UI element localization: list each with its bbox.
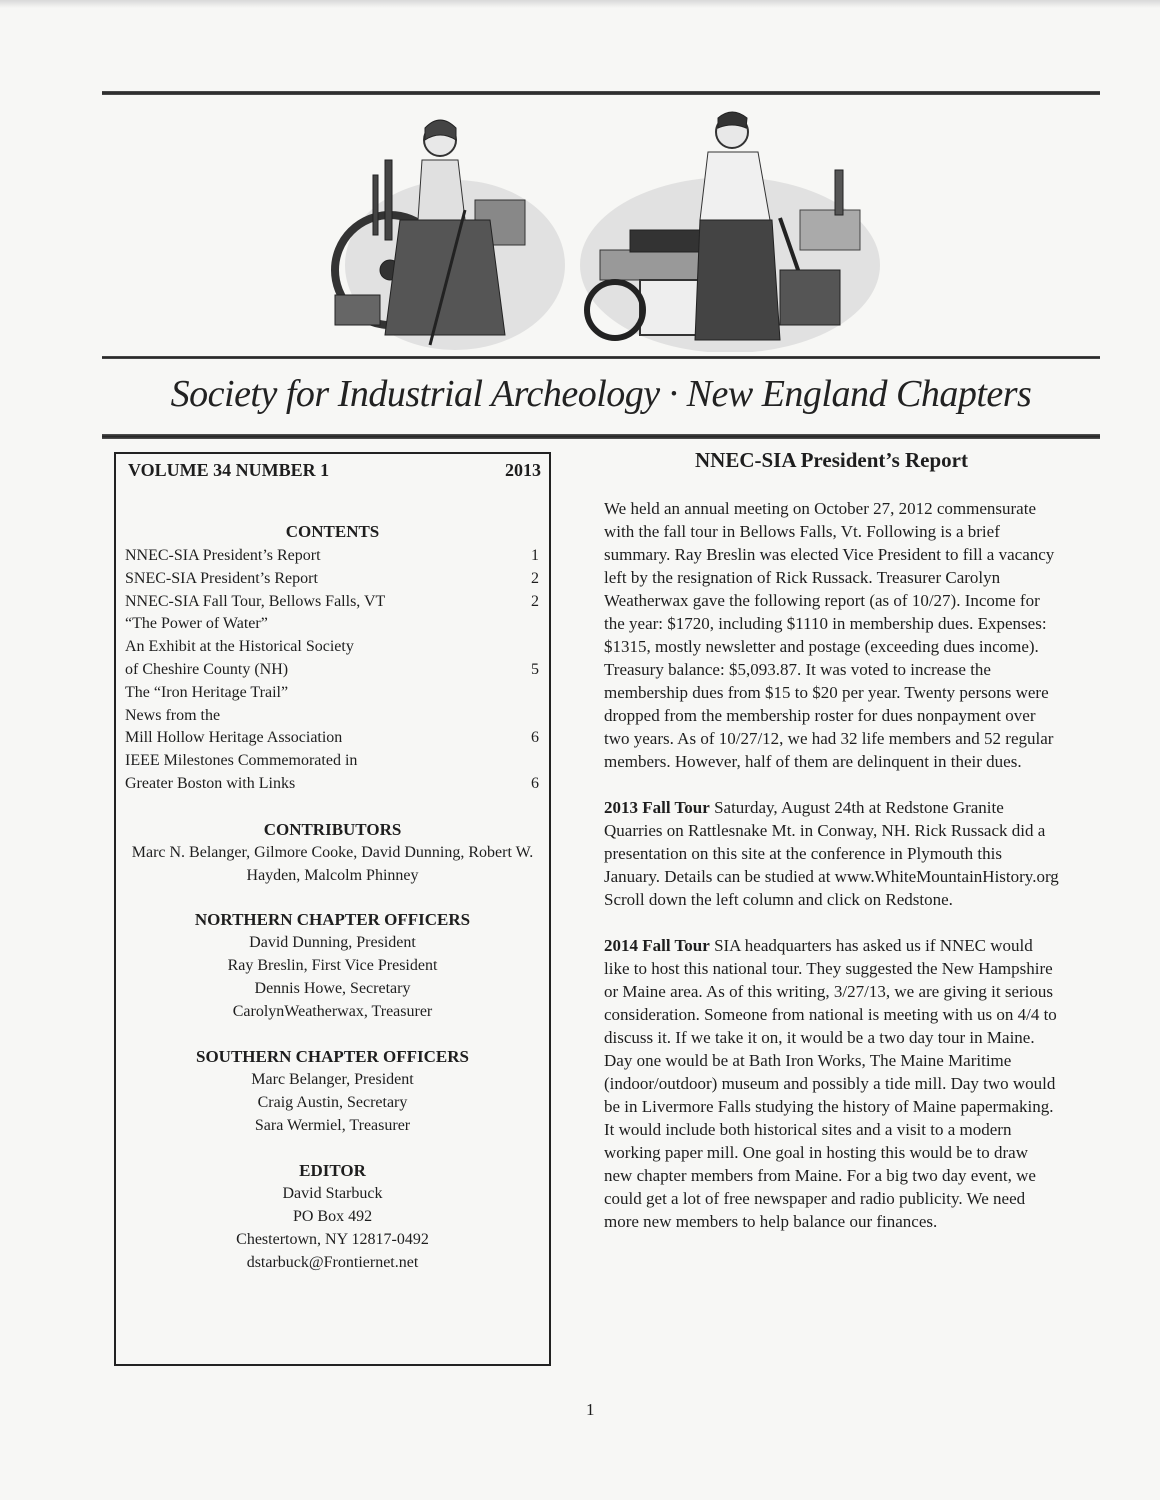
toc-page: 6 <box>531 774 539 792</box>
toc-title: An Exhibit at the Historical Society <box>125 638 354 656</box>
masthead-middle-rule <box>102 356 1100 359</box>
toc-item[interactable] <box>124 773 541 796</box>
toc-page: 2 <box>531 592 539 610</box>
officer-line: CarolynWeatherwax, Treasurer <box>232 1003 433 1020</box>
toc-item[interactable] <box>124 568 541 591</box>
officer-line: Ray Breslin, First Vice President <box>227 957 438 974</box>
contributors-line: Hayden, Malcolm Phinney <box>246 867 419 884</box>
toc-title: IEEE Milestones Commemorated in <box>125 752 358 770</box>
masthead-engraving-icon <box>330 100 890 352</box>
editor-city: Chestertown, NY 12817-0492 <box>236 1231 429 1248</box>
article-title: NNEC-SIA President’s Report <box>695 448 968 472</box>
toc-title: of Cheshire County (NH) <box>125 660 289 678</box>
toc-page: 5 <box>531 660 539 678</box>
toc-title: News from the <box>125 706 221 724</box>
masthead-top-rule <box>102 91 1100 95</box>
toc-item[interactable] <box>124 591 541 614</box>
sidebar-box <box>114 452 551 1366</box>
officer-line: Dennis Howe, Secretary <box>254 980 411 997</box>
officer-line: David Dunning, President <box>249 934 416 951</box>
editor-po-box: PO Box 492 <box>292 1208 373 1225</box>
toc-page: 6 <box>531 729 539 747</box>
article-paragraph <box>604 497 1059 773</box>
officer-line: Marc Belanger, President <box>251 1071 414 1088</box>
paragraph-text: We held an annual meeting on October 27, 2012 commensurate with the fall tour in Bellows Falls, Vt. Following is a brief summary. Ray Breslin was elected Vice President to fill a vacancy left by the resignation of Rick Russack. Treasurer Carolyn Weatherwax gave the following report (as of 10/27). Income for the year: $1720, including $1110 in membership dues. Expenses: $1315, mostly newsletter and postage (exceeding dues income). Treasury balance: $5,093.87. It was voted to increase the membership dues from $15 to $20 per year. Twenty persons were dropped from the membership roster for dues nonpayment over two years. As of 10/27/12, we had 32 life members and 52 regular members. However, half of them are delinquent in their dues. <box>604 499 1055 771</box>
toc-item[interactable] <box>124 682 541 705</box>
toc-title: NNEC-SIA Fall Tour, Bellows Falls, VT <box>125 592 386 610</box>
article-paragraph <box>604 934 1059 1233</box>
southern-officers-section <box>120 1045 545 1137</box>
paragraph-text: SIA headquarters has asked us if NNEC would like to host this national tour. They suggested the New Hampshire or Maine area. As of this writing, 3/27/13, we are giving it serious consideration. Someone from national is meeting with us on 4/4 to discuss it. If we take it on, it would be a two day tour in Maine. Day one would be at Bath Iron Works, The Maine Maritime (indoor/outdoor) museum and possibly a tide mill. Day two would be in Livermore Falls studying the history of Maine papermaking. It would include both historical sites and a visit to a modern working paper mill. One goal in hosting this would be to draw new chapter members from Maine. For a big two day event, we could get a lot of free newspaper and radio publicity. We need more new members to help balance our finances. <box>604 936 1057 1231</box>
volume-number: VOLUME 34 NUMBER 1 <box>128 460 330 480</box>
southern-officers-heading: SOUTHERN CHAPTER OFFICERS <box>196 1047 469 1066</box>
editor-heading: EDITOR <box>299 1161 366 1180</box>
contributors-heading: CONTRIBUTORS <box>263 820 402 839</box>
toc-item[interactable] <box>124 659 541 682</box>
toc-item[interactable] <box>124 705 541 728</box>
paragraph-lead: 2014 Fall Tour <box>604 936 710 955</box>
editor-section <box>120 1159 545 1274</box>
scan-edge <box>0 0 1160 8</box>
northern-officers-heading: NORTHERN CHAPTER OFFICERS <box>194 910 471 929</box>
toc-item[interactable] <box>124 636 541 659</box>
paragraph-lead: 2013 Fall Tour <box>604 798 710 817</box>
masthead-title: Society for Industrial Archeology · New England Chapters <box>170 373 1032 415</box>
editor-name: David Starbuck <box>282 1185 383 1202</box>
masthead-bottom-rule <box>102 434 1100 439</box>
officer-line: Craig Austin, Secretary <box>257 1094 408 1111</box>
article-paragraph <box>604 796 1059 911</box>
toc-page: 1 <box>531 547 539 564</box>
toc-page: 2 <box>531 569 539 587</box>
toc-item[interactable] <box>124 750 541 773</box>
editor-email[interactable]: dstarbuck@Frontiernet.net <box>246 1254 419 1271</box>
contributors-line: Marc N. Belanger, Gilmore Cooke, David Dunning, Robert W. <box>131 844 534 861</box>
paragraph-text: Saturday, August 24th at Redstone Granite Quarries on Rattlesnake Mt. in Conway, NH. Rick Russack did a presentation on this site at the conference in Plymouth this January. Details can be studied at www.WhiteMountainHistory.org Scroll down the left column and click on Redstone. <box>604 798 1059 909</box>
page-number: 1 <box>586 1400 595 1419</box>
toc-title: The “Iron Heritage Trail” <box>125 683 289 701</box>
toc-title: SNEC-SIA President’s Report <box>125 569 318 587</box>
table-of-contents <box>124 522 541 796</box>
issue-year: 2013 <box>505 460 541 480</box>
contributors-section <box>120 818 545 887</box>
toc-item[interactable] <box>124 613 541 636</box>
toc-item[interactable] <box>124 545 541 568</box>
toc-item[interactable] <box>124 727 541 750</box>
presidents-report-article <box>604 448 1059 1256</box>
contents-heading: CONTENTS <box>285 522 380 541</box>
issue-info <box>128 460 541 481</box>
toc-title: Greater Boston with Links <box>125 774 296 792</box>
officer-line: Sara Wermiel, Treasurer <box>254 1117 411 1134</box>
northern-officers-section <box>120 908 545 1023</box>
toc-title: “The Power of Water” <box>125 615 268 633</box>
toc-title: NNEC-SIA President’s Report <box>125 547 321 564</box>
toc-title: Mill Hollow Heritage Association <box>125 729 343 747</box>
